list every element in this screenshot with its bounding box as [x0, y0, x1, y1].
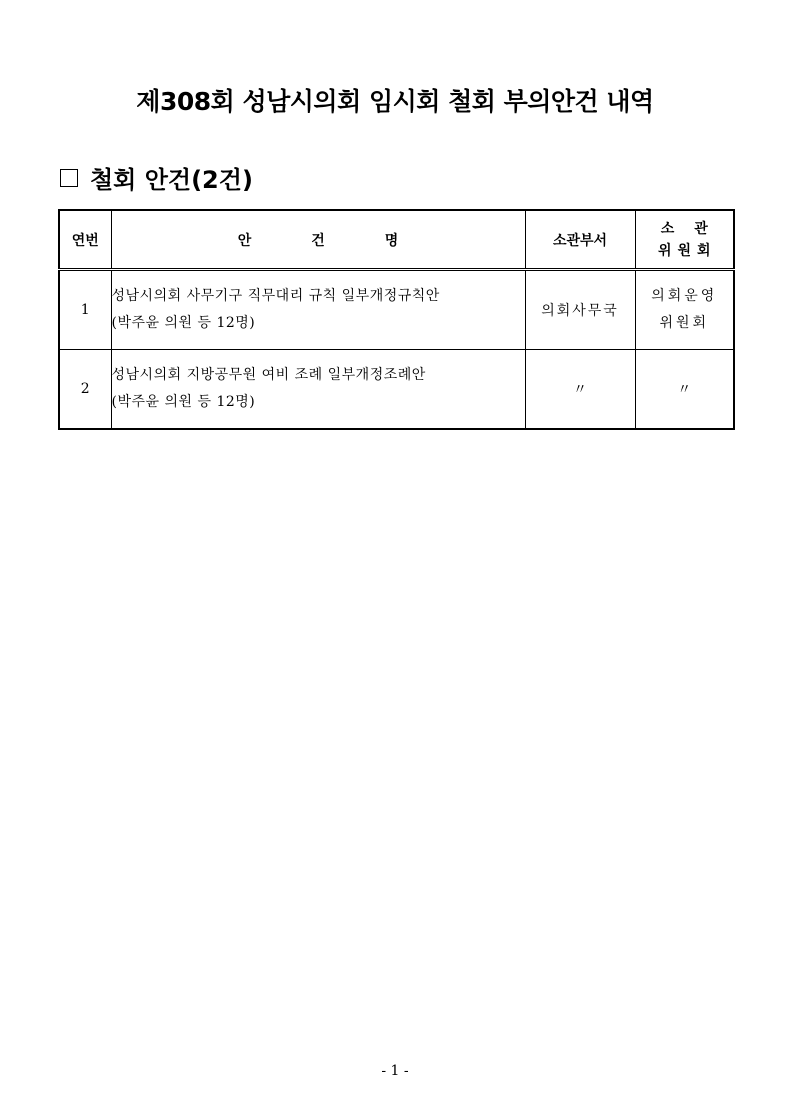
header-committee [635, 210, 734, 270]
header-agenda-name-text: 안건명 [237, 232, 459, 249]
section-heading [60, 160, 253, 195]
row-number: 1 [59, 270, 111, 350]
committee-line2: 위원회 [659, 315, 710, 331]
row-committee-ditto: 〃 [635, 350, 734, 430]
row-department: 의회사무국 [525, 270, 635, 350]
row-agenda-name [111, 350, 525, 430]
row-agenda-name [111, 270, 525, 350]
header-number: 연번 [59, 210, 111, 270]
header-department: 소관부서 [525, 210, 635, 270]
table-header-row [59, 210, 734, 270]
table-row [59, 270, 734, 350]
agenda-name-line2: (박주윤 의원 등 12명) [111, 394, 256, 410]
checkbox-square-icon [60, 169, 78, 187]
agenda-name-line1: 성남시의회 지방공무원 여비 조례 일부개정조례안 [111, 367, 426, 383]
page-title: 제308회 성남시의회 임시회 철회 부의안건 내역 [136, 87, 654, 116]
page-number: - 1 - [381, 1063, 409, 1079]
agenda-name-line2: (박주윤 의원 등 12명) [111, 315, 256, 331]
header-agenda-name [111, 210, 525, 270]
agenda-table [58, 209, 735, 430]
row-department-ditto: 〃 [525, 350, 635, 430]
section-heading-text: 철회 안건(2건) [90, 166, 253, 194]
committee-line1: 의회운영 [651, 288, 718, 304]
table-row [59, 350, 734, 430]
header-committee-line1: 소관 [660, 220, 728, 237]
row-number: 2 [59, 350, 111, 430]
agenda-name-line1: 성남시의회 사무기구 직무대리 규칙 일부개정규칙안 [111, 288, 440, 304]
header-committee-line2: 위원회 [657, 242, 717, 259]
row-committee [635, 270, 734, 350]
